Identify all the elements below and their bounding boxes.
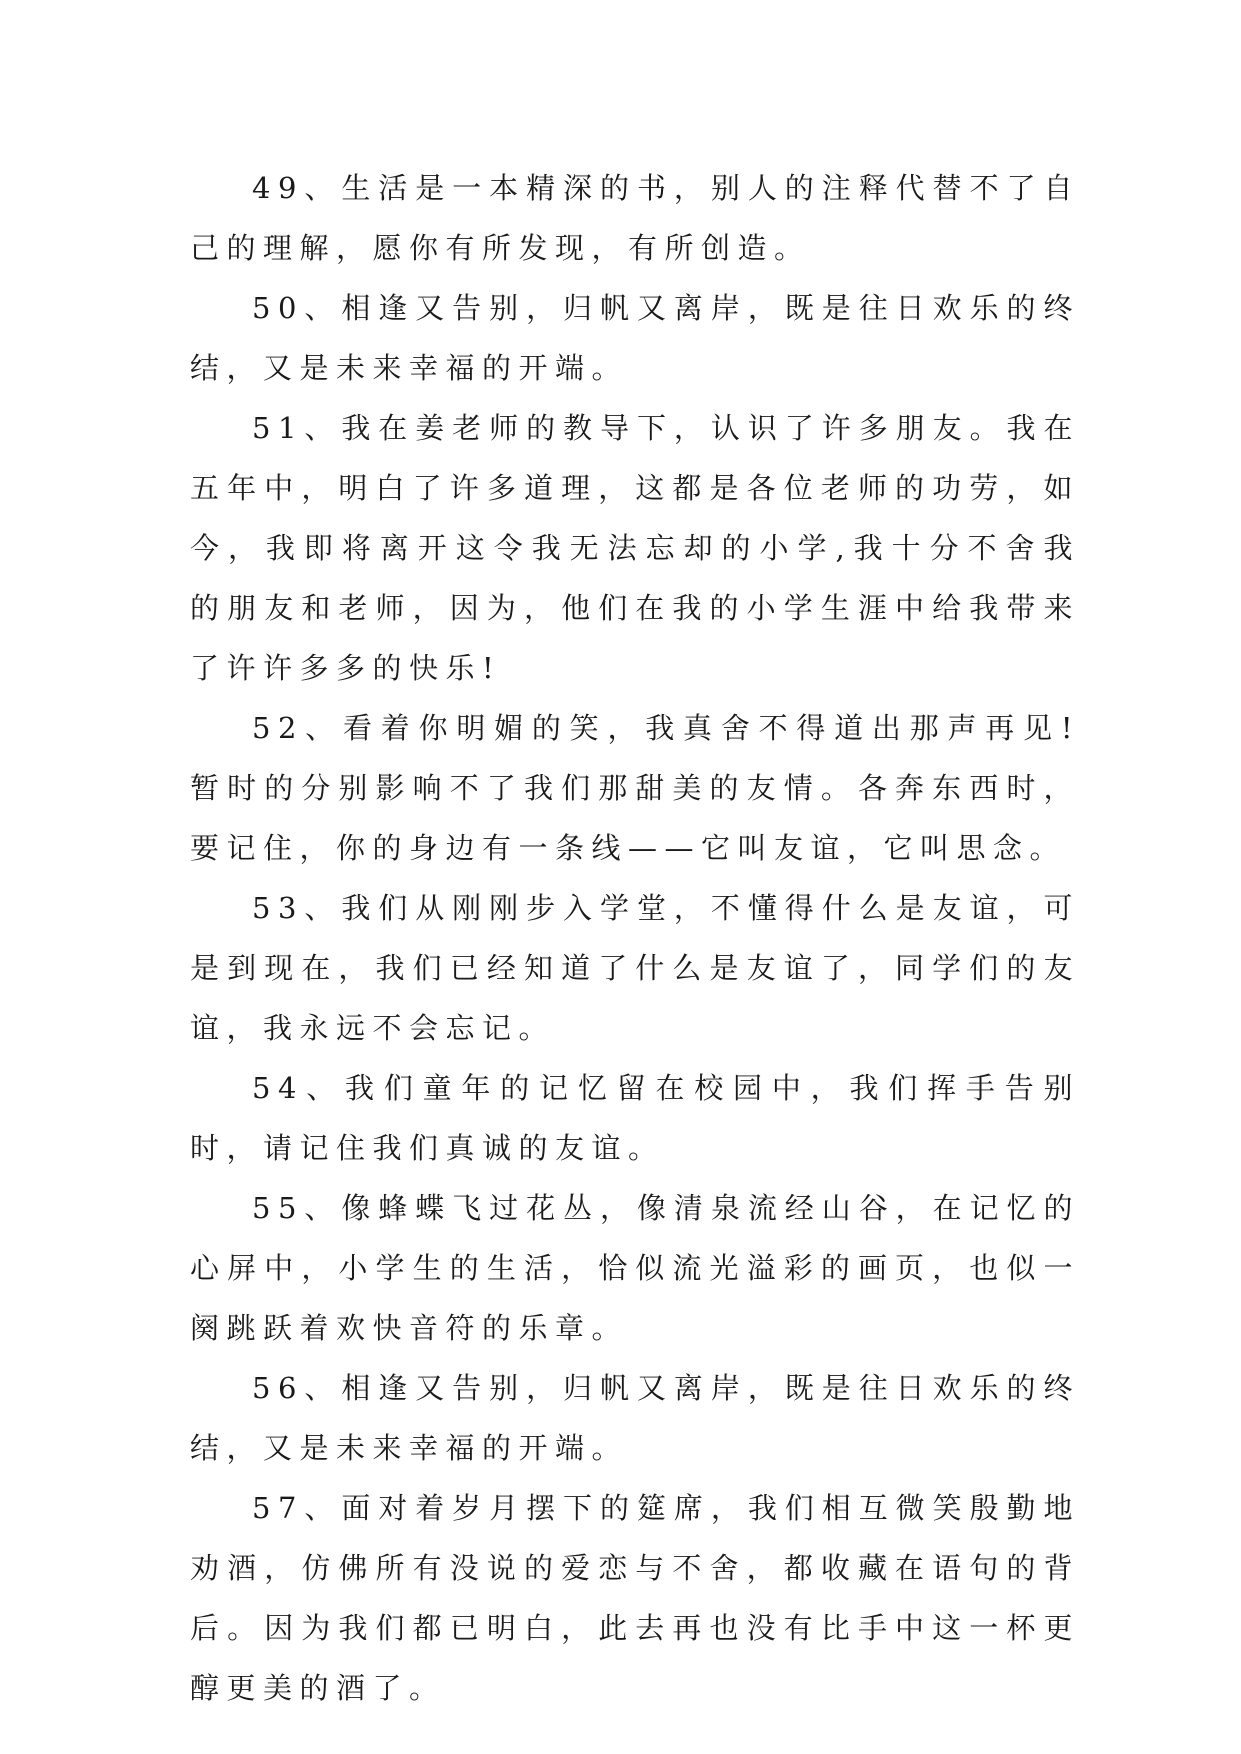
paragraph-57: 57、面对着岁月摆下的筵席，我们相互微笑殷勤地劝酒，仿佛所有没说的爱恋与不舍，都收藏在语句的背后。因为我们都已明白，此去再也没有比手中这一杯更醇更美的酒了。 — [190, 1491, 1080, 1705]
paragraph-51: 51、我在姜老师的教导下，认识了许多朋友。我在五年中，明白了许多道理，这都是各位老师的功劳，如今，我即将离开这令我无法忘却的小学,我十分不舍我的朋友和老师，因为，他们在我的小学生涯中给我带来了许许多多的快乐! — [190, 411, 1080, 685]
paragraph-49: 49、生活是一本精深的书，别人的注释代替不了自己的理解，愿你有所发现，有所创造。 — [190, 171, 1080, 265]
paragraph-55: 55、像蜂蝶飞过花丛，像清泉流经山谷，在记忆的心屏中，小学生的生活，恰似流光溢彩的画页，也似一阕跳跃着欢快音符的乐章。 — [190, 1191, 1080, 1345]
paragraph-56: 56、相逢又告别，归帆又离岸，既是往日欢乐的终结，又是未来幸福的开端。 — [190, 1371, 1080, 1465]
paragraph-54: 54、我们童年的记忆留在校园中，我们挥手告别时，请记住我们真诚的友谊。 — [190, 1071, 1080, 1165]
paragraph-50: 50、相逢又告别，归帆又离岸，既是往日欢乐的终结，又是未来幸福的开端。 — [190, 291, 1080, 385]
paragraph-53: 53、我们从刚刚步入学堂，不懂得什么是友谊，可是到现在，我们已经知道了什么是友谊了，同学们的友谊，我永远不会忘记。 — [190, 891, 1080, 1045]
paragraph-52: 52、看着你明媚的笑，我真舍不得道出那声再见!暂时的分别影响不了我们那甜美的友情。各奔东西时，要记住，你的身边有一条线——它叫友谊，它叫思念。 — [190, 711, 1080, 865]
document-body — [190, 158, 1080, 1718]
